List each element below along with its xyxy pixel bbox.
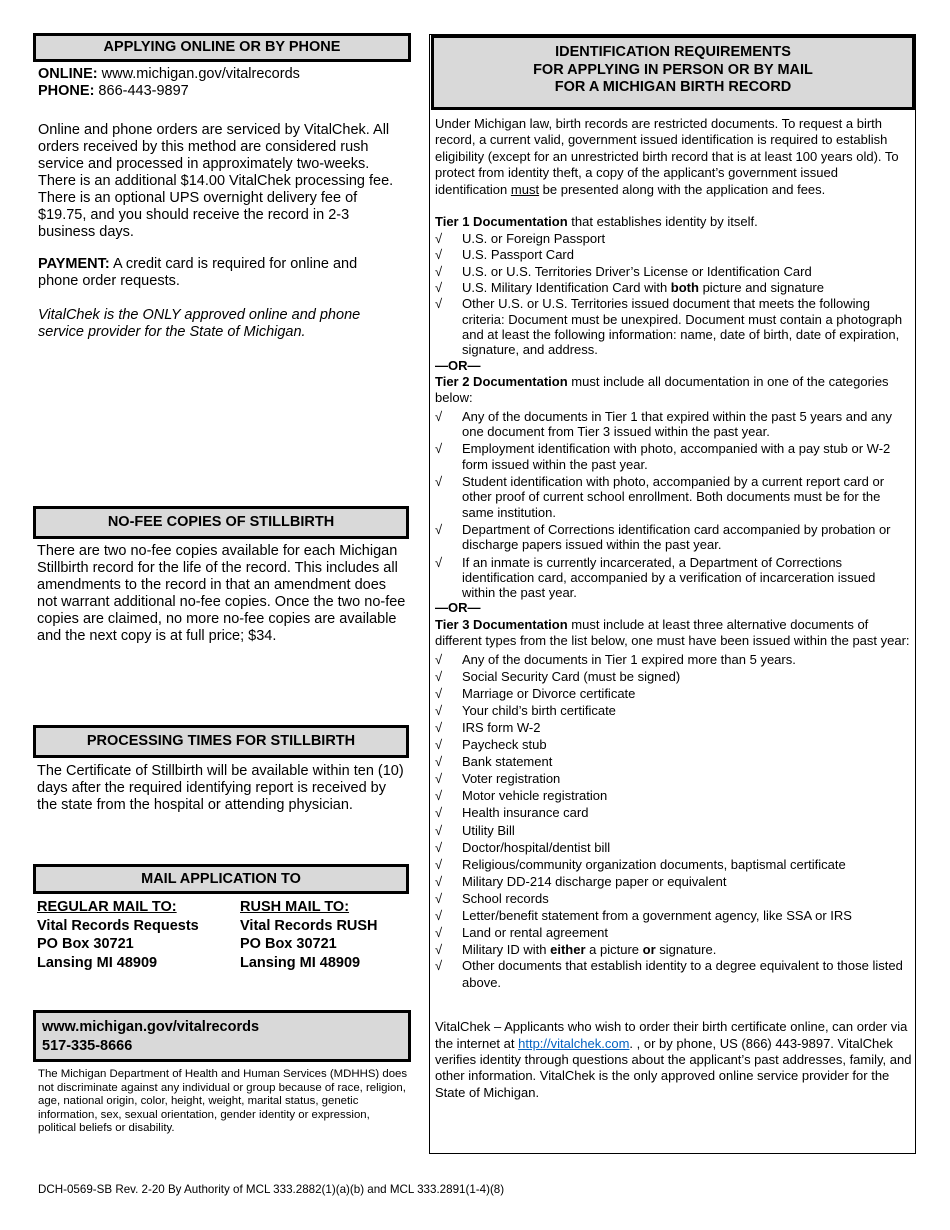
- list-item: √ Your child’s birth certificate: [435, 702, 616, 718]
- phone-label: PHONE:: [38, 83, 95, 99]
- vitalchek-paragraph: VitalChek – Applicants who wish to order their birth certificate online, can order via the internet at http://vitalchek.com. , or by phone, US (866) 443-9897. VitalChek verifies identity through questions about the applicant’s past addresses, family, and other information. VitalChek is the only approved online service provider for the State of Michigan.: [435, 1019, 912, 1100]
- online-url[interactable]: www.michigan.gov/vitalrecords: [97, 66, 300, 82]
- must-word: must: [510, 181, 540, 197]
- check-icon: √: [435, 839, 443, 855]
- payment-text: A credit card is required for online and phone order requests.: [38, 256, 358, 289]
- rush-mail-line: PO Box 30721: [240, 936, 337, 952]
- check-icon: √: [435, 474, 443, 490]
- or-separator: —OR—: [435, 357, 481, 373]
- list-item: √ Health insurance card: [435, 805, 589, 821]
- check-icon: √: [435, 873, 443, 889]
- check-icon: √: [435, 280, 443, 296]
- check-icon: √: [435, 908, 443, 924]
- nofee-text: There are two no-fee copies available for each Michigan Stillbirth record for the life of the record. This includes all amendments to the record in that an amendment does not warrant additional no-fee copies. Once the two no-fee copies are claimed, no more no-fee copies are available and the next copy is at full price; $34.: [37, 543, 406, 644]
- contact-box: [33, 1010, 411, 1062]
- list-item: √ Paycheck stub: [435, 737, 547, 753]
- list-item: √ Employment identification with photo, accompanied with a pay stub or W-2 form issued within the past year.: [435, 441, 891, 472]
- list-item: √ Any of the documents in Tier 1 expired more than 5 years.: [435, 651, 796, 667]
- check-icon: √: [435, 441, 443, 457]
- nofee-section-title: NO-FEE COPIES OF STILLBIRTH: [33, 506, 409, 539]
- check-icon: √: [435, 925, 443, 941]
- or-separator: —OR—: [435, 600, 481, 616]
- regular-mail-line: Vital Records Requests: [37, 917, 199, 934]
- check-icon: √: [435, 668, 443, 684]
- tier2-heading: Tier 2 Documentation must include all documentation in one of the categories below:: [435, 374, 889, 406]
- rush-mail-line: Vital Records RUSH: [240, 917, 378, 934]
- check-icon: √: [435, 771, 443, 787]
- processing-section-title: PROCESSING TIMES FOR STILLBIRTH: [33, 725, 409, 758]
- contact-url[interactable]: www.michigan.gov/vitalrecords: [42, 1019, 260, 1035]
- check-icon: √: [435, 754, 443, 770]
- payment-note: [38, 256, 400, 290]
- intro-paragraph: Under Michigan law, birth records are restricted documents. To request a birth record, a current valid, government issued identification is required to establish eligibility (except for an unrestricted birth record that is at least 100 years old). To protect from identity theft, a copy of the applicant’s government issued identification must be presented along with the application and fees.: [435, 116, 899, 197]
- list-item: √ Military DD-214 discharge paper or equivalent: [435, 873, 727, 889]
- check-icon: √: [435, 856, 443, 872]
- list-item: √ U.S. or U.S. Territories Driver’s License or Identification Card: [435, 263, 812, 279]
- tier1-heading: Tier 1 Documentation that establishes identity by itself.: [435, 214, 758, 230]
- form-footer: DCH-0569-SB Rev. 2-20 By Authority of MCL 333.2882(1)(a)(b) and MCL 333.2891(1-4)(8): [38, 1183, 505, 1196]
- check-icon: √: [435, 408, 443, 424]
- rush-mail-block: [240, 898, 410, 972]
- check-icon: √: [435, 296, 443, 312]
- mail-section-title: MAIL APPLICATION TO: [33, 864, 409, 894]
- list-item: √ Letter/benefit statement from a government agency, like SSA or IRS: [435, 908, 852, 924]
- check-icon: √: [435, 651, 443, 667]
- check-icon: √: [435, 720, 443, 736]
- online-contact: [38, 66, 408, 100]
- check-icon: √: [435, 685, 443, 701]
- regular-mail-heading: REGULAR MAIL TO:: [37, 899, 177, 915]
- vitalchek-only-note: VitalChek is the ONLY approved online and phone service provider for the State of Michigan.: [38, 307, 361, 340]
- regular-mail-line: PO Box 30721: [37, 936, 134, 952]
- contact-phone: 517-335-8666: [42, 1037, 133, 1054]
- payment-label: PAYMENT:: [38, 256, 110, 272]
- online-description: Online and phone orders are serviced by VitalChek. All orders received by this method are considered rush service and processed in approximately two-weeks. There is an additional $14.00 VitalChek processing fee. There is an optional UPS overnight delivery fee of $19.75, and you should receive the record in 2-3 business days.: [38, 122, 394, 240]
- check-icon: √: [435, 805, 443, 821]
- list-item: √ Department of Corrections identification card accompanied by probation or discharge papers issued within the past year.: [435, 521, 891, 553]
- list-item: √ Bank statement: [435, 754, 553, 770]
- list-item: √ Doctor/hospital/dentist bill: [435, 839, 611, 855]
- check-icon: √: [435, 702, 443, 718]
- tier3-heading: Tier 3 Documentation must include at least three alternative documents of different types from the list below, one must have been issued within the past year:: [435, 616, 910, 649]
- title-line: IDENTIFICATION REQUIREMENTS: [555, 44, 791, 60]
- list-item: √ Utility Bill: [435, 822, 515, 838]
- list-item: √ If an inmate is currently incarcerated, a Department of Corrections identification card, accompanied by a verification of incarceration issued within the past year.: [435, 554, 876, 601]
- nondiscrimination-notice: The Michigan Department of Health and Human Services (MDHHS) does not discriminate against any individual or group because of race, religion, age, national origin, color, height, weight, marital status, genetic information, sex, sexual orientation, gender identity or expression, political beliefs or disability.: [38, 1068, 408, 1135]
- regular-mail-block: [37, 898, 237, 972]
- check-icon: √: [435, 890, 443, 906]
- check-icon: √: [435, 942, 443, 958]
- tier3-list: [435, 651, 912, 992]
- list-item: √ Religious/community organization documents, baptismal certificate: [435, 856, 846, 872]
- rush-mail-line: Lansing MI 48909: [240, 954, 361, 971]
- check-icon: √: [435, 737, 443, 753]
- check-icon: √: [435, 230, 443, 246]
- check-icon: √: [435, 958, 443, 974]
- list-item: √ Land or rental agreement: [435, 925, 608, 941]
- list-item: √ U.S. or Foreign Passport: [435, 230, 606, 246]
- list-item: √ School records: [435, 890, 549, 906]
- id-requirements-body: [435, 116, 912, 1101]
- check-icon: √: [435, 788, 443, 804]
- vitalchek-link[interactable]: http://vitalchek.com: [518, 1035, 630, 1051]
- online-label: ONLINE:: [38, 66, 98, 82]
- regular-mail-line: Lansing MI 48909: [37, 954, 158, 971]
- phone-number: 866-443-9897: [94, 83, 189, 99]
- list-item: √ Other documents that establish identity to a degree equivalent to those listed above.: [435, 958, 903, 990]
- online-section-title: APPLYING ONLINE OR BY PHONE: [33, 33, 411, 62]
- rush-mail-heading: RUSH MAIL TO:: [240, 899, 350, 915]
- processing-text: The Certificate of Stillbirth will be available within ten (10) days after the required identifying report is received by the state from the hospital or attending physician.: [37, 763, 404, 813]
- check-icon: √: [435, 247, 443, 263]
- check-icon: √: [435, 263, 443, 279]
- list-item: √ Other U.S. or U.S. Territories issued document that meets the following criteria: Document must be unexpired. Document must contain a photograph and at least the following information: name, date of birth, date of expiration, signature, and address.: [435, 296, 903, 358]
- check-icon: √: [435, 554, 443, 570]
- list-item: √ Student identification with photo, accompanied by a current report card or other proof of current school enrollment. Both documents must be for the same institution.: [435, 474, 885, 520]
- list-item: √ U.S. Passport Card: [435, 247, 574, 263]
- list-item: √ Any of the documents in Tier 1 that expired within the past 5 years and any one document from Tier 3 issued within the past year.: [435, 408, 892, 440]
- title-line: FOR A MICHIGAN BIRTH RECORD: [554, 79, 792, 95]
- list-item: √ Marriage or Divorce certificate: [435, 685, 636, 701]
- list-item: √ Military ID with either a picture or signature.: [435, 942, 717, 958]
- list-item: √ Voter registration: [435, 771, 561, 787]
- check-icon: √: [435, 521, 443, 537]
- list-item: √ IRS form W-2: [435, 720, 541, 736]
- check-icon: √: [435, 822, 443, 838]
- list-item: √ Motor vehicle registration: [435, 788, 608, 804]
- list-item: √ U.S. Military Identification Card with both picture and signature: [435, 280, 824, 296]
- id-requirements-title: [431, 35, 915, 110]
- list-item: √ Social Security Card (must be signed): [435, 668, 681, 684]
- title-line: FOR APPLYING IN PERSON OR BY MAIL: [533, 61, 813, 78]
